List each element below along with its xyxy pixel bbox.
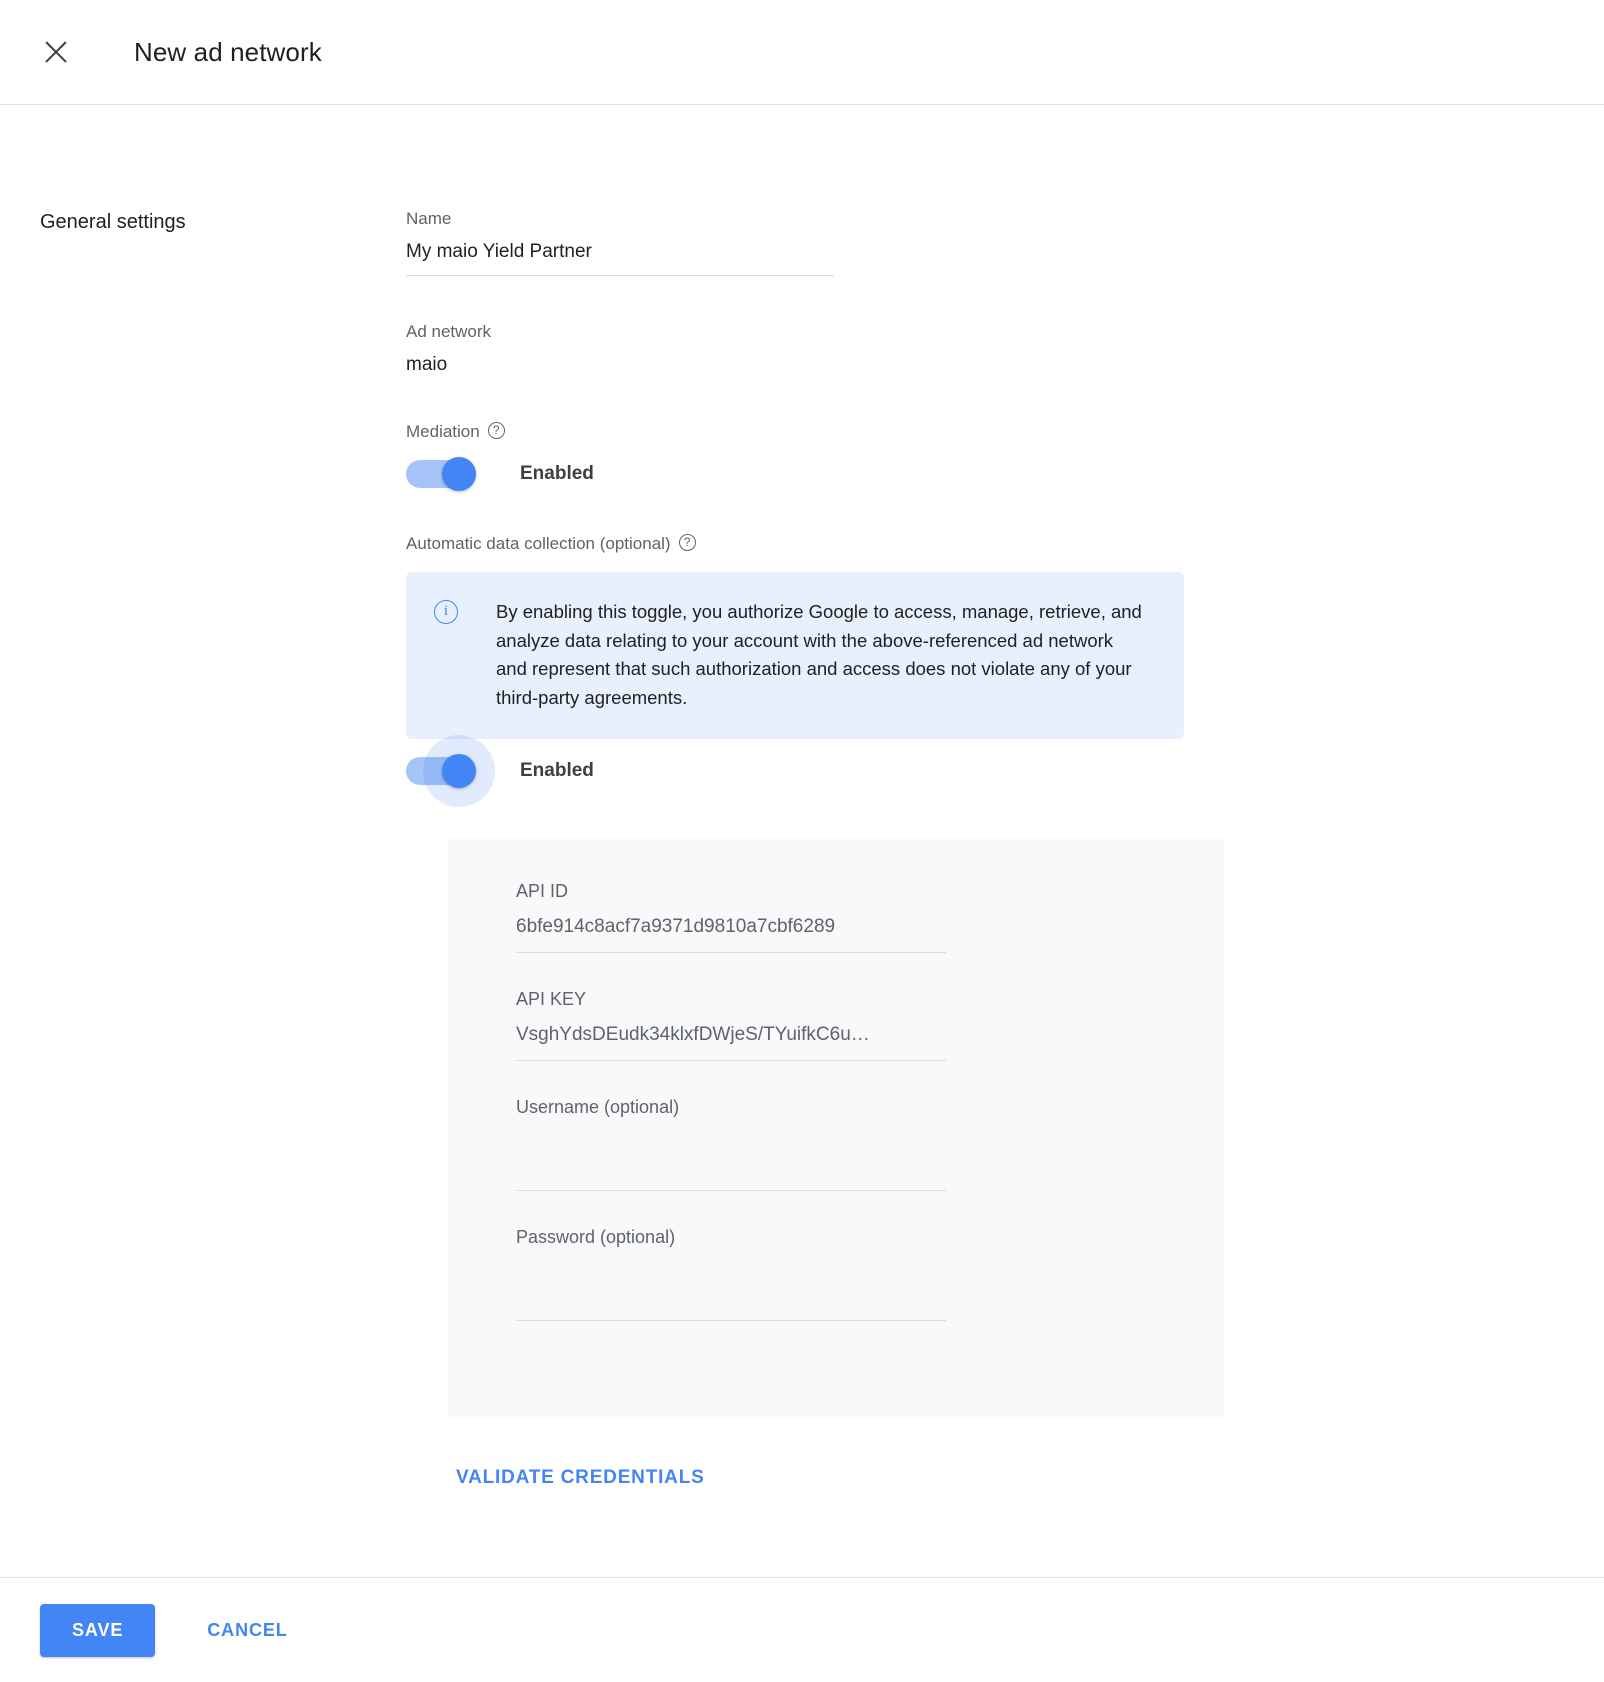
password-input[interactable] <box>516 1262 946 1321</box>
info-icon <box>434 600 458 624</box>
field-api-key <box>516 989 1224 1061</box>
username-label: Username (optional) <box>516 1096 680 1117</box>
mediation-toggle-state: Enabled <box>520 463 594 484</box>
automatic-data-collection-toggle-state: Enabled <box>520 759 594 781</box>
field-mediation <box>406 422 1306 488</box>
mediation-label <box>406 422 1306 442</box>
field-automatic-data-collection <box>406 534 1306 785</box>
toggle-knob <box>442 754 476 788</box>
field-name <box>406 209 1306 276</box>
page-title: New ad network <box>134 36 322 67</box>
validate-credentials-button[interactable]: VALIDATE CREDENTIALS <box>446 1459 715 1497</box>
api-id-input[interactable] <box>516 916 946 953</box>
authorization-notice <box>406 572 1184 739</box>
dialog-content <box>0 105 1604 1488</box>
ad-network-value: maio <box>406 354 448 375</box>
mediation-toggle-row <box>406 460 1306 488</box>
close-icon[interactable] <box>40 36 72 68</box>
api-key-input[interactable] <box>516 1024 946 1061</box>
general-settings-form <box>406 209 1306 1497</box>
automatic-data-collection-toggle-row <box>406 757 1306 785</box>
automatic-data-collection-label-text: Automatic data collection (optional) <box>406 534 671 553</box>
automatic-data-collection-label <box>406 534 1306 554</box>
credentials-panel <box>448 839 1224 1417</box>
help-icon[interactable] <box>488 422 505 439</box>
name-input[interactable] <box>406 241 834 276</box>
automatic-data-collection-toggle[interactable] <box>406 757 474 785</box>
dialog-header <box>0 0 1604 105</box>
mediation-toggle[interactable] <box>406 460 474 488</box>
field-api-id <box>516 881 1224 953</box>
mediation-label-text: Mediation <box>406 422 480 441</box>
username-input[interactable] <box>516 1132 946 1191</box>
section-title-general-settings: General settings <box>40 211 186 233</box>
field-password <box>516 1227 1224 1321</box>
field-ad-network <box>406 322 1306 376</box>
save-button[interactable]: SAVE <box>40 1604 155 1657</box>
password-label: Password (optional) <box>516 1226 676 1247</box>
api-id-label: API ID <box>516 880 569 901</box>
authorization-notice-text: By enabling this toggle, you authorize Google to access, manage, retrieve, and analyze data relating to your account with the above-referenced ad network and represent that such authorization and access does not violate any of your third-party agreements. <box>496 601 1142 709</box>
cancel-button[interactable]: CANCEL <box>197 1606 297 1655</box>
ad-network-label: Ad network <box>406 322 492 341</box>
help-icon[interactable] <box>679 534 696 551</box>
dialog-footer <box>0 1577 1604 1682</box>
field-username <box>516 1097 1224 1191</box>
name-label: Name <box>406 209 452 228</box>
api-key-label: API KEY <box>516 988 587 1009</box>
toggle-knob <box>442 457 476 491</box>
